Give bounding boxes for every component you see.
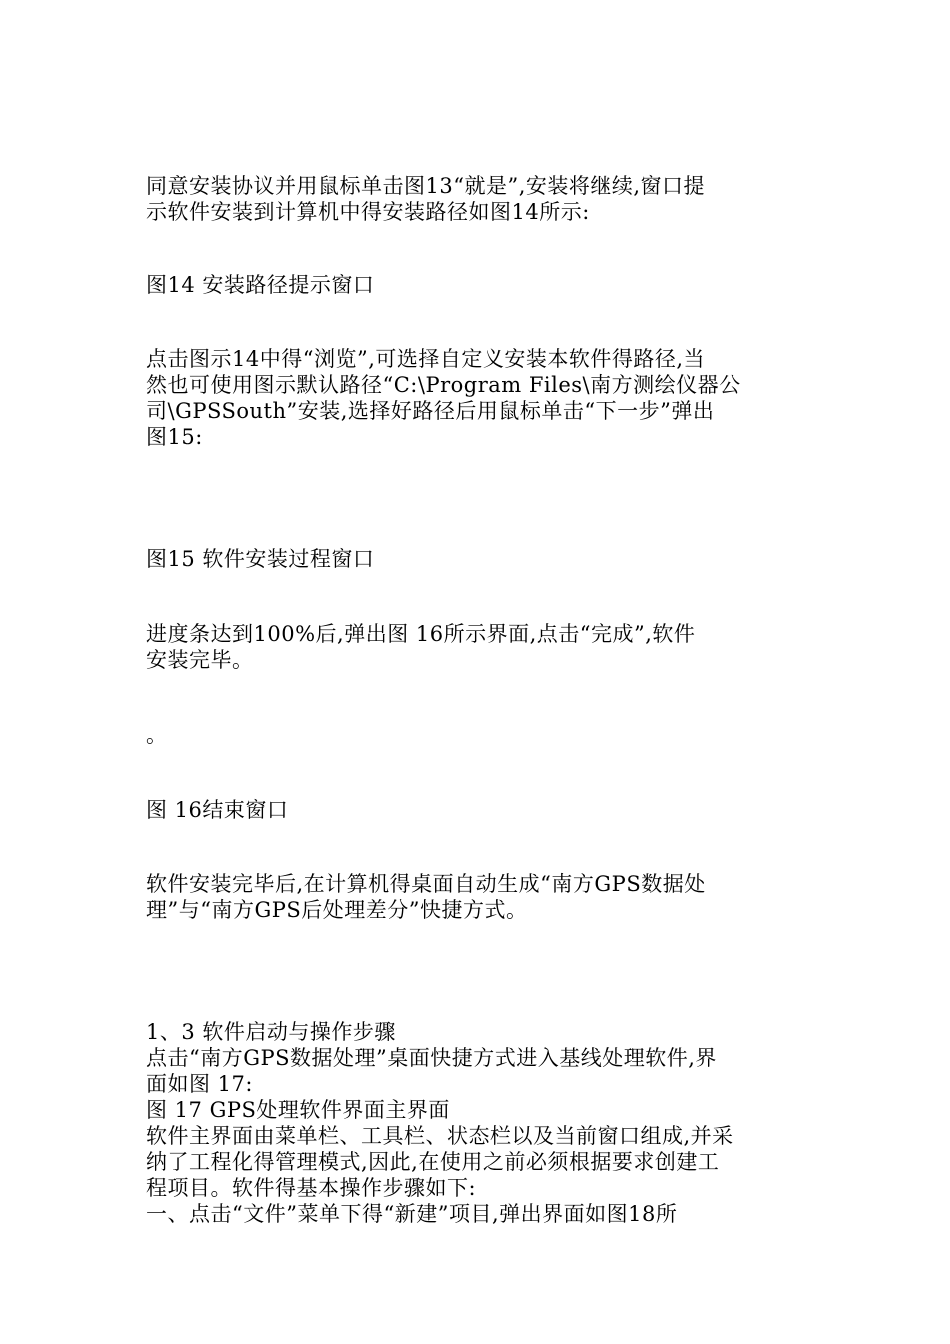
text-line: 点击“南方GPS数据处理”桌面快捷方式进入基线处理软件,界 <box>146 1046 717 1070</box>
figure-15-caption: 图15 软件安装过程窗口 <box>146 547 375 571</box>
section-heading: 1、3 软件启动与操作步骤 <box>146 1020 396 1044</box>
paragraph-install-path <box>146 173 816 225</box>
text-line: 程项目。软件得基本操作步骤如下: <box>146 1176 477 1200</box>
figure-16-caption: 图 16结束窗口 <box>146 798 289 822</box>
text-line: 同意安装协议并用鼠标单击图13“就是”,安装将继续,窗口提 <box>146 174 706 198</box>
text-line: 一、点击“文件”菜单下得“新建”项目,弹出界面如图18所 <box>146 1202 678 1226</box>
text-line: 进度条达到100%后,弹出图 16所示界面,点击“完成”,软件 <box>146 622 696 646</box>
figure-14-caption: 图14 安装路径提示窗口 <box>146 273 375 297</box>
text-line: 软件主界面由菜单栏、工具栏、状态栏以及当前窗口组成,并采 <box>146 1124 734 1148</box>
text-line: 理”与“南方GPS后处理差分”快捷方式。 <box>146 898 528 922</box>
text-line: 示软件安装到计算机中得安装路径如图14所示: <box>146 200 590 224</box>
text-line: 安装完毕。 <box>146 648 254 672</box>
text-line: 面如图 17: <box>146 1072 253 1096</box>
text-line: 软件安装完毕后,在计算机得桌面自动生成“南方GPS数据处 <box>146 872 706 896</box>
text-line: 然也可使用图示默认路径“C:\Program Files\南方测绘仪器公 <box>146 373 741 397</box>
paragraph-progress <box>146 621 816 673</box>
stray-period: 。 <box>146 723 168 747</box>
figure-17-caption: 图 17 GPS处理软件界面主界面 <box>146 1098 450 1122</box>
text-line: 点击图示14中得“浏览”,可选择自定义安装本软件得路径,当 <box>146 347 706 371</box>
section-software-startup <box>146 1019 816 1227</box>
paragraph-shortcuts <box>146 871 816 923</box>
text-line: 图15: <box>146 425 203 449</box>
paragraph-browse <box>146 346 816 450</box>
text-line: 司\GPSSouth”安装,选择好路径后用鼠标单击“下一步”弹出 <box>146 399 715 423</box>
text-line: 纳了工程化得管理模式,因此,在使用之前必须根据要求创建工 <box>146 1150 720 1174</box>
